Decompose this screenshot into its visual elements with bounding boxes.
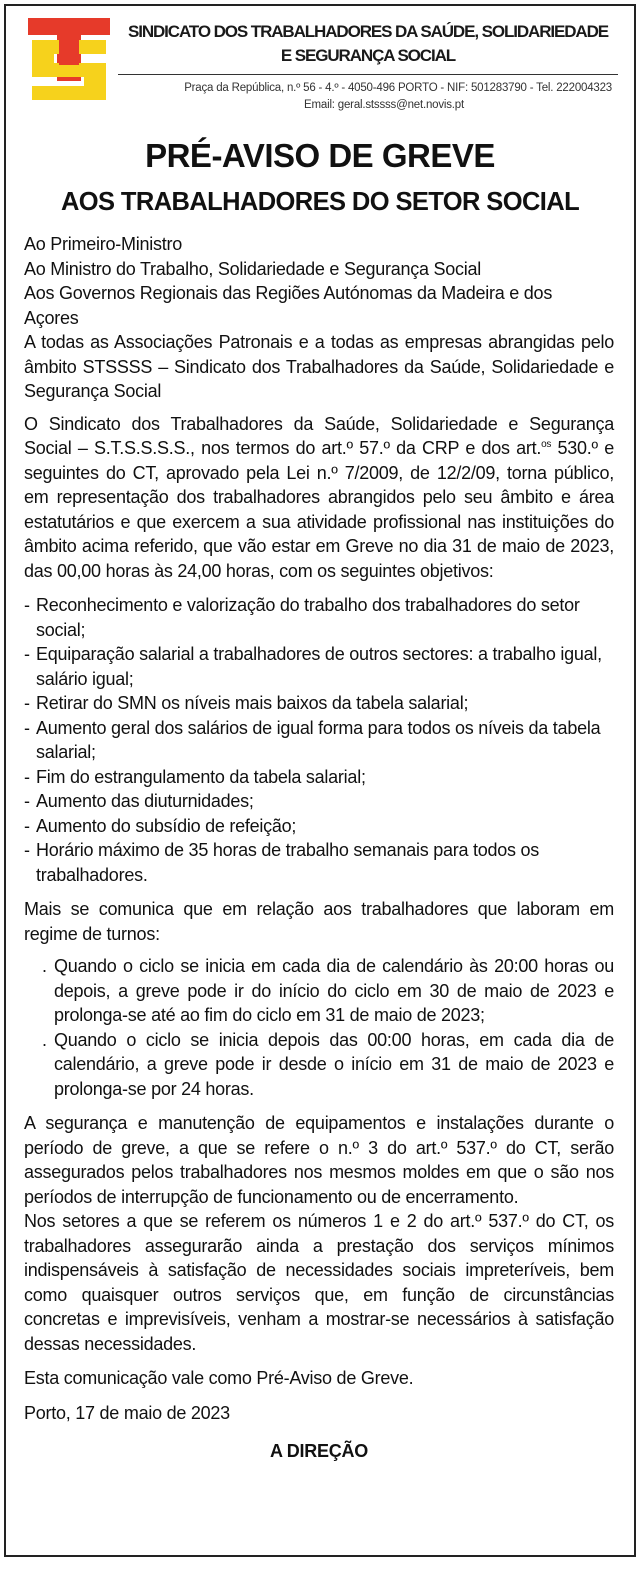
objective-item: - Fim do estrangulamento da tabela salarial; <box>24 766 366 787</box>
organization-name-line-2: E SEGURANÇA SOCIAL <box>280 46 456 65</box>
addressee: A todas as Associações Patronais e a todas as empresas abrangidas pelo âmbito STSSSS – Sindicato dos Trabalhadores da Saúde, Solidariedade e Segurança Social <box>24 332 614 401</box>
objective-text: Reconhecimento e valorização do trabalho dos trabalhadores do setor social; <box>36 595 580 640</box>
objective-text: Aumento das diuturnidades; <box>36 791 254 811</box>
objective-text: Horário máximo de 35 horas de trabalho semanais para todos os trabalhadores. <box>36 840 540 885</box>
safety-paragraph: A segurança e manutenção de equipamentos e instalações durante o período de greve, a que se refere o n.º 3 do art.º 537.º do CT, serão assegurados pelos trabalhadores nos mesmos moldes em que o são nos períodos de interrupção de funcionamento ou de encerramento. <box>24 1113 614 1207</box>
strike-notice-page <box>4 4 636 1557</box>
addressee-list <box>24 232 614 404</box>
objective-item: - Aumento geral dos salários de igual forma para todos os níveis da tabela salarial; <box>24 717 601 762</box>
organization-name <box>118 20 618 68</box>
organization-email: Email: geral.stssss@net.novis.pt <box>304 99 464 111</box>
objective-item: - Horário máximo de 35 horas de trabalho semanais para todos os trabalhadores. <box>24 840 540 885</box>
shift-rule-item: . Quando o ciclo se inicia em cada dia de calendário às 20:00 horas ou depois, a greve pode ir do início do ciclo em 30 de maio de 2023 e prolonga-se até ao fim do ciclo em 31 de maio de 2023; <box>42 956 614 1025</box>
addressee: Ao Primeiro-Ministro <box>24 234 183 254</box>
intro-superscript: os <box>541 439 552 450</box>
shift-rules-list <box>24 954 614 1101</box>
closing-statement: Esta comunicação vale como Pré-Aviso de Greve. <box>24 1368 414 1388</box>
addressee: Ao Ministro do Trabalho, Solidariedade e Segurança Social <box>24 258 482 279</box>
shift-rule-text: Quando o ciclo se inicia depois das 00:00 horas, em cada dia de calendário, a greve pode ir desde o início em 31 de maio de 2023 e prolonga-se por 24 horas. <box>54 1029 614 1099</box>
objective-text: Equiparação salarial a trabalhadores de outros sectores: a trabalho igual, salário igual; <box>36 644 602 689</box>
objective-item: - Reconhecimento e valorização do trabalho dos trabalhadores do setor social; <box>24 595 580 640</box>
objective-text: Retirar do SMN os níveis mais baixos da tabela salarial; <box>36 693 469 713</box>
intro-paragraph <box>24 412 614 584</box>
organization-name-line-1: SINDICATO DOS TRABALHADORES DA SAÚDE, SOLIDARIEDADE <box>127 22 609 41</box>
intro-text-end: 530.º e seguintes do CT, aprovado pela Lei n.º 7/2009, de 12/2/09, torna público, em representação dos trabalhadores abrangidos pelo seu âmbito e área estatutários e que exercem a sua atividade profissional nas instituições do âmbito acima referido, que vão estar em Greve no dia 31 de maio de 2023, das 00,00 horas às 24,00 horas, com os seguintes objetivos: <box>24 438 614 581</box>
notice-body <box>24 232 614 1464</box>
place-and-date: Porto, 17 de maio de 2023 <box>24 1402 230 1423</box>
shift-rule-item: . Quando o ciclo se inicia depois das 00:00 horas, em cada dia de calendário, a greve pode ir desde o início em 31 de maio de 2023 e prolonga-se por 24 horas. <box>42 1029 614 1099</box>
intro-text-start: O Sindicato dos Trabalhadores da Saúde, Solidariedade e Segurança Social – S.T.S.S.S.S., nos termos do art.º 57.º da CRP e dos art. <box>24 413 614 458</box>
objective-text: Aumento do subsídio de refeição; <box>36 815 297 836</box>
signature: A DIREÇÃO <box>269 1441 369 1461</box>
objectives-list <box>24 593 614 887</box>
addressee: Aos Governos Regionais das Regiões Autónomas da Madeira e dos Açores <box>24 283 553 328</box>
letterhead-divider <box>118 74 618 75</box>
objective-text: Fim do estrangulamento da tabela salarial; <box>36 766 366 787</box>
objective-text: Aumento geral dos salários de igual forma para todos os níveis da tabela salarial; <box>36 717 601 762</box>
letterhead <box>6 6 634 124</box>
stssss-logo <box>28 18 110 102</box>
objective-item: - Retirar do SMN os níveis mais baixos da tabela salarial; <box>24 693 469 713</box>
organization-address: Praça da República, n.º 56 - 4.º - 4050-496 PORTO - NIF: 501283790 - Tel. 222004323 <box>184 82 612 94</box>
shift-rule-text: Quando o ciclo se inicia em cada dia de calendário às 20:00 horas ou depois, a greve pode ir do início do ciclo em 30 de maio de 2023 e prolonga-se até ao fim do ciclo em 31 de maio de 2023; <box>54 956 614 1025</box>
notice-title: PRÉ-AVISO DE GREVE <box>145 137 495 174</box>
objective-item: - Aumento do subsídio de refeição; <box>24 815 297 836</box>
shifts-intro: Mais se comunica que em relação aos trabalhadores que laboram em regime de turnos: <box>24 899 614 944</box>
notice-subtitle: AOS TRABALHADORES DO SETOR SOCIAL <box>60 188 580 216</box>
objective-item: - Aumento das diuturnidades; <box>24 791 254 811</box>
objective-item: - Equiparação salarial a trabalhadores de outros sectores: a trabalho igual, salário igual; <box>24 644 602 689</box>
minimum-services-paragraph: Nos setores a que se referem os números 1 e 2 do art.º 537.º do CT, os trabalhadores assegurarão ainda a prestação dos serviços mínimos indispensáveis à satisfação de necessidades sociais impreteríveis, bem como quaisquer outros serviços que, em função de circunstâncias concretas e imprevisíveis, venham a mostrar-se necessários à satisfação dessas necessidades. <box>24 1211 614 1354</box>
